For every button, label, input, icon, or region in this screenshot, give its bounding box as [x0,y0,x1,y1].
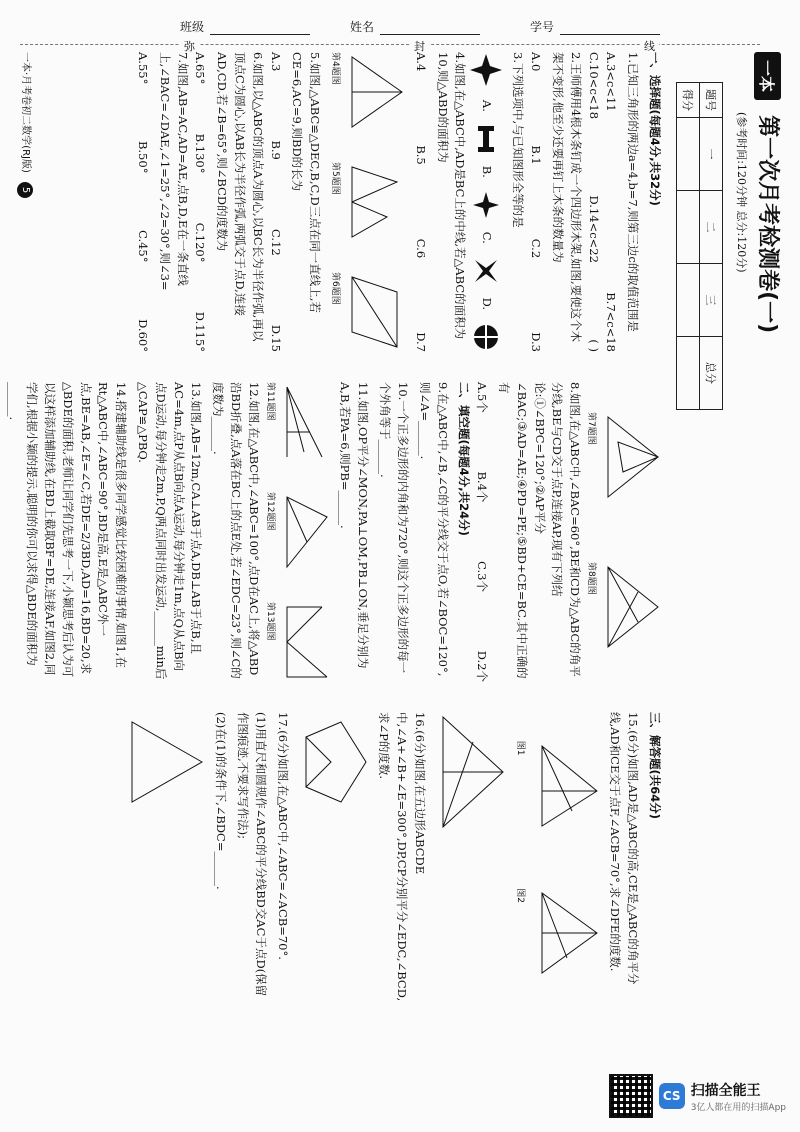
score-cell[interactable] [677,191,700,264]
section-heading: 二、填空题(每题4分,共24分) [457,382,472,536]
score-cell[interactable] [677,118,700,191]
figure-caption: 第5题图 [330,162,341,195]
option: C.2 [529,238,544,259]
title-badge: 一本 [754,52,781,100]
question-4-options [411,52,429,352]
seal-char-right: 线 [640,38,659,54]
figures-14 [512,712,602,1007]
question-13: 13.如图,AB=12m,CA⊥AB于点A,DB⊥AB于点B,且AC=4m,点P从点B向点A运动,每分钟走1m,点Q从点B向点D运动,每分钟走2m,P,Q两点同时出发运动,______min后△CAP≌△PBQ. [136,382,204,680]
option: C.12 [268,229,283,256]
figure-7 [583,412,663,502]
question-17-part-1: (1)用直尺和圆规作∠ABC的平分线BD交AC于点D(保留作图痕迹,不要求写作法); [236,712,268,997]
score-header: 题号 [700,83,723,118]
option: B.1 [529,145,544,165]
figure-15 [432,712,508,1007]
option: A.65° [193,52,208,85]
score-table [676,82,723,410]
question-5-options [266,52,284,352]
option: D.115° [193,311,208,352]
question-7: 7.如图,AB=AC,AD=AE,点B,D,E在一条直线上,∠BAC=∠DAE,∠1=25°,∠2=30°,则∠3= [157,52,190,291]
question-8-options [472,382,490,682]
option: C.6 [413,238,428,259]
scanner-slogan: 3亿人都在用的扫描App [690,1102,786,1113]
question-1-options [584,52,602,352]
question-6-options [191,52,209,352]
option: B.7<c<18 [604,292,619,352]
figure-8 [583,562,663,652]
question-9: 9.在△ABC中,∠B,∠C的平分线交于点O,若∠BOC=120°,则∠A=______. [417,382,450,677]
question-3-options [469,52,505,352]
option: C.10<c<18 [586,52,601,120]
question-12: 12.如图,在△ABC中,∠ABC=100°,点D在AC上,将△ABD沿BD折叠,点A落在BC上的点E处,若∠EDC=23°,则∠C的度数为______. [211,382,261,679]
option: C.45° [136,230,150,263]
answer-paren: ( ) [586,339,601,352]
seal-char-mid: 封 [410,38,429,54]
option: C.120° [193,222,208,263]
question-15: 15.(6分)如图,AD是△ABC的高,CE是△ABC的角平分线,AD和CE交于点F,∠ACB=70°,求∠DFE的度数. [608,712,641,985]
figure-caption: 第6题图 [330,272,341,305]
page-footer [17,52,35,198]
title-area [734,52,785,1012]
option: D.60° [136,319,150,352]
score-cell[interactable] [677,264,700,337]
question-14: 14.搭建辅助线是很多同学感觉比较困难的事情,如图1,在Rt△ABC中,∠ABC=90°,BD是高,E是△ABC外一点,BE=AB,∠E=∠C,若DE=2/3BD,AD=16,BD=20,求△BDE的面积,老师让同学们先思考一下,小颖思考后认为可以这样添加辅助线,在BD上截取BF=DE,连接AF,如图2,同学们,根据小颖的提示,聪明的你可以求得△BDE的面积为______. [7,382,129,678]
figures-11-13 [262,382,332,682]
question-10: 10.一个正多边形的内角和为720°,则这个正多边形的每一个外角等于______. [378,382,410,674]
score-table-wrap [676,82,723,410]
column-3 [122,712,663,1007]
score-header: 三 [700,264,723,337]
option: A.4 [413,52,428,72]
figure-caption: 第13题图 [264,602,275,641]
figure-caption: 第12题图 [264,492,275,531]
figure-caption: 图1 [514,740,525,756]
cross-shape-icon [472,190,502,220]
option: D.14<c<22 [586,195,601,263]
option: B.4个 [475,471,490,503]
circle-shape-icon [472,322,502,352]
question-5: 5.如图,△ABC≌△DEC,B,C,D三点在同一直线上,若CE=6,AC=9,则BD的长为 [290,52,323,313]
figure-13 [262,602,332,682]
title-meta: (参考时间:120分钟 总分:120分) [735,112,748,273]
score-header: 一 [700,118,723,191]
figure-11 [262,382,332,462]
option: A. [480,99,495,112]
x-shape-icon [472,256,502,286]
option: D.15 [268,324,283,352]
question-17: 17.(6分)如图,在△ABC中,∠ABC=∠ACB=70°. [275,712,290,960]
option: D. [480,297,495,311]
question-1: 1.已知三角形的两边a=4,b=7,则第三边c的取值范围是 [626,52,641,332]
option: C.3个 [475,561,490,592]
question-3: 3.下列选项中,与已知图形全等的是 [511,52,526,228]
figure-caption: 第7题图 [586,412,597,445]
figure-caption: 图2 [514,888,525,903]
figure-1 [512,741,602,831]
student-info-bar [60,14,740,44]
question-16: 16.(6分)如图,在五边形ABCDE中,∠A+∠B+∠E=300°,DP,CP分别平分∠EDC,∠BCD,求∠P的度数. [377,712,427,1002]
option: B.9 [268,140,283,160]
seal-char-left: 弥 [180,38,199,54]
scanner-name: 扫描全能王 [690,1082,761,1099]
option: A.3 [268,52,283,72]
qr-code-icon [609,1074,653,1118]
option: C. [480,231,495,244]
figures-4-6 [327,52,407,352]
known-shape-icon [469,52,505,88]
question-2-options [526,52,544,352]
figure-5 [327,162,407,242]
cs-logo-icon: CS [659,1083,685,1109]
option: A.0 [529,52,544,72]
option: D.3 [529,332,544,352]
question-4: 4.如图,在△ABC中,AD是BC上的中线,若△ABC的面积为10,则△ABD的面积为 [435,52,468,340]
figure-16 [295,712,371,1007]
figure-caption: 第11题图 [264,382,275,421]
figure-2 [512,888,602,978]
option: B. [480,165,495,178]
question-11: 11.如图,OP平分∠MON,PA⊥OM,PB⊥ON,垂足分别为A,B,若PA=6,则PB=______. [338,382,371,669]
scanner-text [691,1080,786,1113]
column-1 [133,52,663,352]
figure-17 [122,712,208,1007]
option: A.55° [136,52,150,85]
page-number: 5 [17,182,33,198]
score-header: 总分 [700,337,723,410]
section-heading: 三、解答题(共64分) [648,712,662,820]
scanner-watermark [609,1074,786,1118]
question-7-options [133,52,151,352]
footer-text: 一本·月考卷初二数学(RJ版) [20,52,31,173]
rotated-content [7,52,785,1012]
score-header: 二 [700,191,723,264]
score-cell[interactable] [677,337,700,410]
question-6: 6.如图,以△ABC的顶点A为圆心,以BC长为半径作弧,再以顶点C为圆心,以AB长为半径作弧,两弧交于点D,连接AD,CD.若∠B=65°,则∠BCD的度数为 [215,52,265,342]
figure-6 [327,272,407,352]
figures-7-8 [583,382,663,682]
option: B.50° [136,140,150,174]
column-2 [1,382,663,682]
page-title: 第一次月考检测卷(一) [755,115,780,334]
question-8: 8.如图,在△ABC中,∠BAC=60°,BE和CD为△ABC的角平分线,BE与CD交于点P,连接AP,现有下列结论:①∠BPC=120°;②AP平分∠BAC;③AD=AE;④PD=PE;⑤BD+CE=BC.其中正确的有 [497,382,583,679]
option: B.5 [413,145,428,165]
score-row-label: 得分 [677,83,700,118]
option: A.3<c<11 [604,52,619,112]
bar-shape-icon [475,124,499,154]
figure-caption: 第4题图 [330,52,341,85]
figure-caption: 第8题图 [586,562,597,595]
class-field: 班级 [180,18,310,35]
question-17-part-2: (2)在(1)的条件下,∠BDC=______. [214,712,229,890]
option: D.7 [413,332,428,352]
question-2: 2.王师傅用4根木条钉成一个四边形木架,如图,要使这个木架不变形,他至少还要再钉上木条的数量为 [550,52,583,343]
option: A.5个 [475,382,490,413]
id-field: 学号 [530,18,660,35]
question-1-options [602,52,620,352]
section-heading: 一、选择题(每题4分,共32分) [648,52,662,206]
figure-4 [327,52,407,132]
figure-12 [262,492,332,572]
option: B.130° [193,133,208,174]
name-field: 姓名 [350,18,480,35]
option: D.2个 [475,650,490,682]
